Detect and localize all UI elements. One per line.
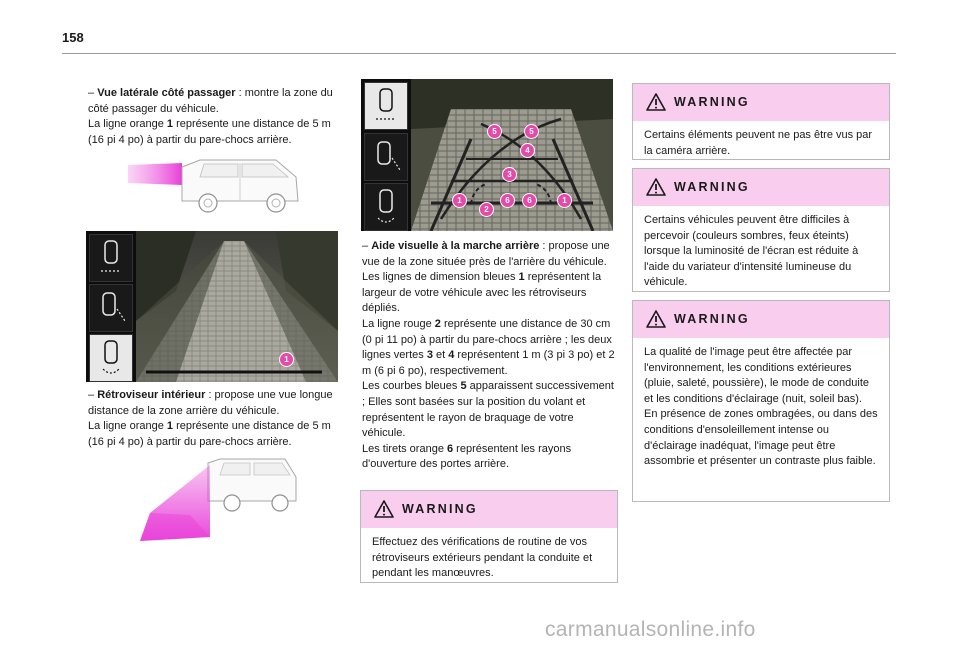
warning-title: WARNING [674,312,750,326]
interior-mirror-camera-view [86,231,338,382]
reverse-aid-text: – Aide visuelle à la marche arrière : propose une vue de la zone située près de l'arrière du véhicule. Les lignes de dimension bleues 1 représentent la largeur de votre véhicule avec les rétroviseurs dépliés. La ligne rouge 2 représente une distance de 30 cm (0 pi 11 po) à partir du pare-chocs arrière ; les deux lignes vertes 3 et 4 représentent 1 m (3 pi 3 po) et 2 m (6 pi 6 po), respectivement. Les courbes bleues 5 apparaissent successivement ; Elles sont basées sur la position du volant et représentent le rayon de braquage de votre véhicule. Les tirets orange 6 représentent les rayons d'ouverture des portes arrière. [362,240,615,471]
warning-title: WARNING [402,502,478,516]
warning-box-mirrors [360,490,618,583]
guideline-marker-3: 3 [502,167,517,182]
parking-view-mode-icon[interactable] [89,334,133,382]
reversing-camera-display [361,79,613,231]
camera-mode-selector [86,231,136,382]
warning-header [361,491,617,528]
warning-triangle-icon [646,310,666,328]
warning-title: WARNING [674,180,750,194]
side-view-mode-icon[interactable] [364,133,408,181]
parking-guidelines-image [411,79,613,231]
header-divider [62,53,896,54]
van-rear-cone-illustration [120,455,300,545]
interior-mirror-text: – Rétroviseur intérieur : propose une vue longue distance de la zone arrière du véhicule. La ligne orange 1 représente une distance de 5 m (16 pi 4 po) à partir du pare-chocs arrière. [88,389,333,448]
guideline-marker-2: 2 [479,202,494,217]
warning-text: Certains véhicules peuvent être difficiles à percevoir (couleurs sombres, feux éteints) lorsque la luminosité de l'écran est réduite à l'aide du variateur d'intensité lumineuse du véhicule. [644,214,859,289]
warning-text: Certains éléments peuvent ne pas être vus par la caméra arrière. [644,129,873,157]
guideline-marker-1-left: 1 [452,193,467,208]
side-view-mode-icon[interactable] [89,284,133,332]
long-distance-road-image [136,231,338,382]
warning-triangle-icon [646,178,666,196]
guideline-marker-5-right: 5 [524,124,539,139]
warning-triangle-icon [646,93,666,111]
warning-triangle-icon [374,500,394,518]
guideline-marker-6-left: 6 [500,193,515,208]
warning-paragraph-1: La qualité de l'image peut être affectée par l'environnement, les conditions extérieures (pluie, saleté, poussière), le mode de conduite et les conditions d'éclairage (nuit, soleil bas). [644,346,870,405]
warning-header [633,84,889,121]
distance-marker-1: 1 [279,352,294,367]
warning-text [633,338,889,478]
camera-mode-selector [361,79,411,231]
warning-box-image-quality [632,300,890,502]
warning-title: WARNING [674,95,750,109]
page-number: 158 [62,30,84,45]
watermark: carmanualsonline.info [545,618,756,641]
guideline-marker-4: 4 [520,143,535,158]
guideline-marker-5-left: 5 [487,124,502,139]
warning-paragraph-2: En présence de zones ombragées, ou dans des conditions d'ensoleillement intense ou d'éclairage inadéquat, l'image peut être assombrie et présenter un contraste plus faible. [644,408,878,468]
warning-box-dark-vehicles [632,168,890,292]
passenger-side-view-text: – Vue latérale côté passager : montre la zone du côté passager du véhicule. La ligne orange 1 représente une distance de 5 m (16 pi 4 po) à partir du pare-chocs arrière. [88,87,333,146]
guideline-marker-6-right: 6 [522,193,537,208]
warning-header [633,301,889,338]
van-side-view-illustration [128,155,308,225]
rear-view-mode-icon[interactable] [364,82,408,130]
parking-view-mode-icon[interactable] [364,183,408,231]
rear-view-mode-icon[interactable] [89,234,133,282]
warning-header [633,169,889,206]
warning-text: Effectuez des vérifications de routine de vos rétroviseurs extérieurs pendant la conduite et pendant les manœuvres. [372,536,593,580]
warning-box-camera-visibility [632,83,890,160]
guideline-marker-1-right: 1 [557,193,572,208]
